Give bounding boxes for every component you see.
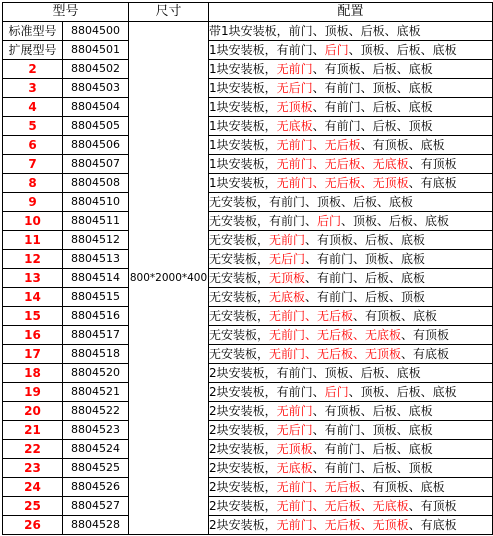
model-cell: 18 <box>3 364 63 383</box>
config-text: 、有顶板 <box>401 328 450 342</box>
config-cell <box>209 402 493 421</box>
config-cell <box>209 307 493 326</box>
code-cell: 8804500 <box>63 22 129 41</box>
config-highlight: 无前门、无后板、无底板 <box>269 328 402 342</box>
table-row <box>3 269 493 288</box>
config-cell <box>209 269 493 288</box>
code-cell: 8804516 <box>63 307 129 326</box>
config-text: 、顶板、后板、底板 <box>348 43 457 57</box>
config-highlight: 无前门、无后板 <box>276 138 361 152</box>
code-cell: 8804527 <box>63 497 129 516</box>
header-model: 型号 <box>3 3 129 22</box>
config-text: 无安装板， <box>209 347 270 361</box>
code-cell: 8804528 <box>63 516 129 535</box>
config-highlight: 无后门 <box>276 81 313 95</box>
config-highlight: 无前门、无后板 <box>276 480 361 494</box>
model-cell: 标准型号 <box>3 22 63 41</box>
config-text: 无安装板，有前门、顶板、后板、底板 <box>209 195 414 209</box>
model-cell: 2 <box>3 60 63 79</box>
config-text: 无安装板， <box>209 290 270 304</box>
code-cell: 8804522 <box>63 402 129 421</box>
model-cell: 扩展型号 <box>3 41 63 60</box>
model-cell: 3 <box>3 79 63 98</box>
config-text: 1块安装板， <box>209 157 277 171</box>
config-highlight: 无前门 <box>269 233 306 247</box>
config-highlight: 无前门、无后板 <box>269 309 354 323</box>
config-text: 、有前门、顶板、底板 <box>305 252 426 266</box>
model-cell: 25 <box>3 497 63 516</box>
config-highlight: 无顶板 <box>276 100 313 114</box>
code-cell: 8804508 <box>63 174 129 193</box>
code-cell: 8804510 <box>63 193 129 212</box>
config-highlight: 无后门 <box>276 423 313 437</box>
config-highlight: 无顶板 <box>269 271 306 285</box>
table-row <box>3 136 493 155</box>
code-cell: 8804521 <box>63 383 129 402</box>
code-cell: 8804517 <box>63 326 129 345</box>
config-highlight: 无前门、无后板、无底板 <box>276 499 409 513</box>
config-text: 、有顶板、后板、底板 <box>312 404 433 418</box>
config-highlight: 无后门 <box>269 252 306 266</box>
config-text: 2块安装板， <box>209 480 277 494</box>
config-text: 无安装板， <box>209 328 270 342</box>
table-row <box>3 345 493 364</box>
code-cell: 8804524 <box>63 440 129 459</box>
table-row <box>3 421 493 440</box>
model-cell: 7 <box>3 155 63 174</box>
config-highlight: 后门 <box>317 214 342 228</box>
config-text: 、有顶板、底板 <box>353 309 438 323</box>
code-cell: 8804506 <box>63 136 129 155</box>
config-text: 、有底板 <box>408 518 457 532</box>
table-row <box>3 497 493 516</box>
config-text: 2块安装板， <box>209 518 277 532</box>
size-cell: 800*2000*400 <box>129 22 209 535</box>
header-config: 配置 <box>209 3 493 22</box>
model-cell: 12 <box>3 250 63 269</box>
config-text: 、顶板、后板、底板 <box>341 214 450 228</box>
model-cell: 11 <box>3 231 63 250</box>
model-cell: 6 <box>3 136 63 155</box>
table-row <box>3 60 493 79</box>
config-text: 2块安装板， <box>209 423 277 437</box>
config-highlight: 无底板 <box>269 290 306 304</box>
model-cell: 20 <box>3 402 63 421</box>
config-text: 1块安装板， <box>209 100 277 114</box>
model-cell: 13 <box>3 269 63 288</box>
config-text: 1块安装板， <box>209 62 277 76</box>
config-cell <box>209 440 493 459</box>
header-size: 尺寸 <box>129 3 209 22</box>
config-cell <box>209 478 493 497</box>
table-row <box>3 22 493 41</box>
table-row <box>3 250 493 269</box>
code-cell: 8804515 <box>63 288 129 307</box>
table-row <box>3 193 493 212</box>
model-cell: 17 <box>3 345 63 364</box>
code-cell: 8804502 <box>63 60 129 79</box>
model-cell: 26 <box>3 516 63 535</box>
table-row <box>3 155 493 174</box>
config-text: 、有底板 <box>408 176 457 190</box>
model-cell: 14 <box>3 288 63 307</box>
config-text: 、有顶板、后板、底板 <box>305 233 426 247</box>
config-cell <box>209 459 493 478</box>
config-cell <box>209 174 493 193</box>
config-cell <box>209 41 493 60</box>
config-cell <box>209 60 493 79</box>
config-cell <box>209 212 493 231</box>
code-cell: 8804518 <box>63 345 129 364</box>
config-text: 、有顶板 <box>408 499 457 513</box>
config-text: 、有前门、顶板、底板 <box>312 423 433 437</box>
table-row <box>3 174 493 193</box>
config-highlight: 无顶板 <box>276 442 313 456</box>
config-text: 无安装板， <box>209 252 270 266</box>
code-cell: 8804504 <box>63 98 129 117</box>
code-cell: 8804525 <box>63 459 129 478</box>
model-cell: 24 <box>3 478 63 497</box>
config-text: 无安装板， <box>209 271 270 285</box>
config-cell <box>209 231 493 250</box>
config-highlight: 后门 <box>324 385 349 399</box>
code-cell: 8804520 <box>63 364 129 383</box>
config-highlight: 无前门、无后板、无顶板 <box>276 176 409 190</box>
code-cell: 8804503 <box>63 79 129 98</box>
table-row <box>3 212 493 231</box>
model-cell: 15 <box>3 307 63 326</box>
model-cell: 22 <box>3 440 63 459</box>
config-text: 2块安装板， <box>209 461 277 475</box>
config-text: 2块安装板， <box>209 442 277 456</box>
model-cell: 21 <box>3 421 63 440</box>
config-text: 1块安装板， <box>209 138 277 152</box>
header-row <box>3 3 493 22</box>
config-highlight: 无前门 <box>276 62 313 76</box>
config-text: 、有前门、后板、顶板 <box>305 290 426 304</box>
code-cell: 8804505 <box>63 117 129 136</box>
config-highlight: 后门 <box>324 43 349 57</box>
config-text: 无安装板， <box>209 309 270 323</box>
config-cell <box>209 79 493 98</box>
config-cell <box>209 288 493 307</box>
config-text: 2块安装板， <box>209 499 277 513</box>
code-cell: 8804507 <box>63 155 129 174</box>
table-row <box>3 307 493 326</box>
code-cell: 8804526 <box>63 478 129 497</box>
config-cell <box>209 326 493 345</box>
model-cell: 4 <box>3 98 63 117</box>
table-row <box>3 440 493 459</box>
config-cell <box>209 497 493 516</box>
model-cell: 16 <box>3 326 63 345</box>
config-text: 、顶板、后板、底板 <box>348 385 457 399</box>
table-row <box>3 516 493 535</box>
spec-body <box>3 22 493 535</box>
table-row <box>3 326 493 345</box>
config-text: 1块安装板， <box>209 119 277 133</box>
config-text: 、有前门、后板、顶板 <box>312 461 433 475</box>
config-text: 、有顶板、底板 <box>360 480 445 494</box>
config-text: 2块安装板，有前门、 <box>209 385 325 399</box>
config-cell <box>209 516 493 535</box>
code-cell: 8804512 <box>63 231 129 250</box>
config-text: 2块安装板，有前门、顶板、后板、底板 <box>209 366 421 380</box>
config-text: 、有顶板、底板 <box>360 138 445 152</box>
table-row <box>3 364 493 383</box>
config-cell <box>209 345 493 364</box>
config-text: 2块安装板， <box>209 404 277 418</box>
config-cell <box>209 136 493 155</box>
config-cell <box>209 193 493 212</box>
config-text: 1块安装板，有前门、 <box>209 43 325 57</box>
table-row <box>3 98 493 117</box>
config-cell <box>209 364 493 383</box>
model-cell: 19 <box>3 383 63 402</box>
config-text: 、有前门、后板、底板 <box>305 271 426 285</box>
config-text: 带1块安装板，前门、顶板、后板、底板 <box>209 24 421 38</box>
table-row <box>3 117 493 136</box>
model-cell: 5 <box>3 117 63 136</box>
table-row <box>3 231 493 250</box>
code-cell: 8804514 <box>63 269 129 288</box>
config-cell <box>209 250 493 269</box>
config-cell <box>209 383 493 402</box>
config-text: 、有顶板 <box>408 157 457 171</box>
table-row <box>3 402 493 421</box>
model-cell: 8 <box>3 174 63 193</box>
config-highlight: 无底板 <box>276 461 313 475</box>
config-text: 、有前门、后板、底板 <box>312 442 433 456</box>
config-text: 无安装板，有前门、 <box>209 214 318 228</box>
model-cell: 9 <box>3 193 63 212</box>
config-text: 、有前门、后板、底板 <box>312 100 433 114</box>
config-cell <box>209 98 493 117</box>
table-row <box>3 383 493 402</box>
config-text: 无安装板， <box>209 233 270 247</box>
table-row <box>3 459 493 478</box>
config-cell <box>209 421 493 440</box>
table-row <box>3 288 493 307</box>
model-cell: 23 <box>3 459 63 478</box>
config-highlight: 无前门、无后板、无顶板 <box>269 347 402 361</box>
table-row <box>3 478 493 497</box>
config-highlight: 无前门 <box>276 404 313 418</box>
config-text: 、有前门、后板、顶板 <box>312 119 433 133</box>
code-cell: 8804513 <box>63 250 129 269</box>
config-text: 1块安装板， <box>209 81 277 95</box>
code-cell: 8804523 <box>63 421 129 440</box>
config-cell <box>209 117 493 136</box>
config-cell <box>209 155 493 174</box>
config-highlight: 无前门、无后板、无底板 <box>276 157 409 171</box>
model-cell: 10 <box>3 212 63 231</box>
config-text: 1块安装板， <box>209 176 277 190</box>
config-text: 、有底板 <box>401 347 450 361</box>
table-row <box>3 41 493 60</box>
config-cell <box>209 22 493 41</box>
spec-table <box>2 2 493 535</box>
config-text: 、有前门、顶板、底板 <box>312 81 433 95</box>
config-text: 、有顶板、后板、底板 <box>312 62 433 76</box>
code-cell: 8804511 <box>63 212 129 231</box>
code-cell: 8804501 <box>63 41 129 60</box>
config-highlight: 无前门、无后板、无顶板 <box>276 518 409 532</box>
config-highlight: 无底板 <box>276 119 313 133</box>
table-row <box>3 79 493 98</box>
